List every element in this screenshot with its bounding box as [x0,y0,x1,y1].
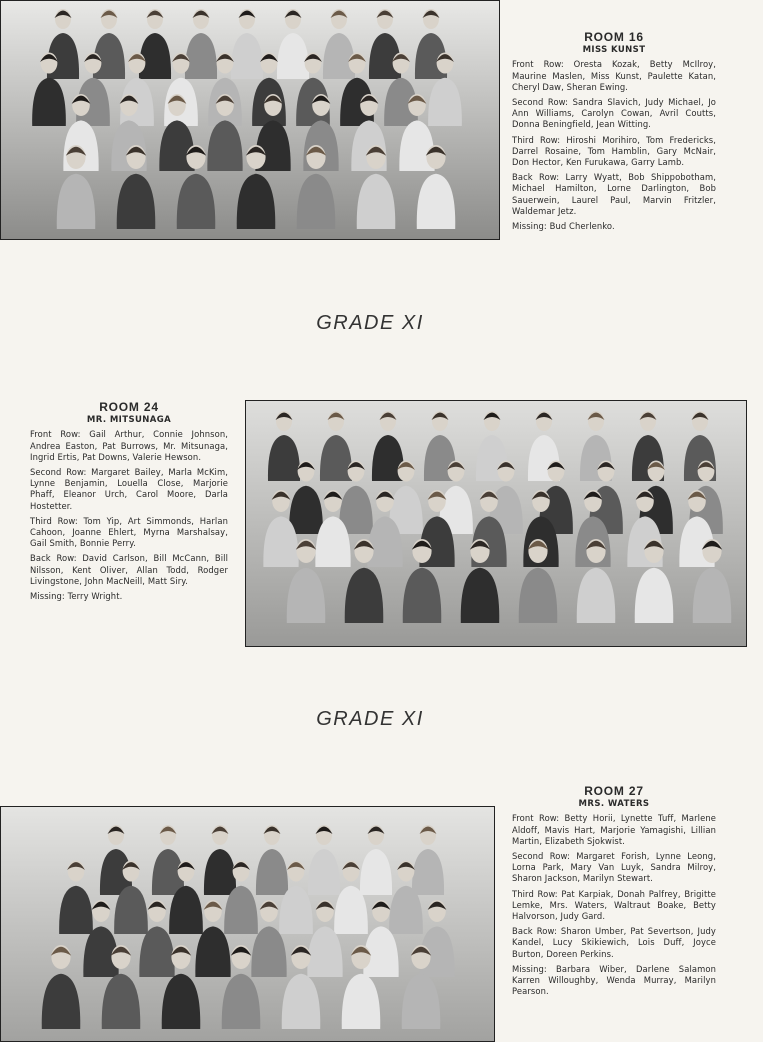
room-27-back-row: Back Row: Sharon Umber, Pat Severtson, Judy Kandel, Lucy Skikiewich, Lois Duff, Joyce Burton, Doreen Perkins. [512,926,716,959]
room-24-third-row: Third Row: Tom Yip, Art Simmonds, Harlan Cahoon, Joanne Ehlert, Myrna Marshalsay, Gail Smith, Bonnie Perry. [30,515,228,549]
room-16-third-row: Third Row: Hiroshi Morihiro, Tom Fredericks, Darrel Rosaine, Tom Hamblin, Gary McNair, Don Hector, Ken Furukawa, Garry Lamb. [512,134,716,168]
room-16-teacher: MISS KUNST [582,45,646,56]
room-24-photo-art [246,401,746,646]
room-27-third-row: Third Row: Pat Karpiak, Donah Palfrey, Brigitte Lemke, Mrs. Waters, Waltraut Boake, Betty Halvorson, Judy Gard. [512,888,716,922]
room-16-back-row: Back Row: Larry Wyatt, Bob Shippobotham, Michael Hamilton, Lorne Darlington, Bob Sauerwein, Laurel Paul, Marvin Fritzler, Waldemar Jetz. [512,172,716,216]
room-27-photo-art [1,807,494,1041]
grade-heading-2: GRADE XI [316,708,424,730]
room-24-missing: Missing: Terry Wright. [30,591,123,602]
room-27-second-row: Second Row: Margaret Forish, Lynne Leong, Lorna Park, Mary Van Luyk, Sandra Milroy, Sharon Jackson, Marilyn Stewart. [512,851,716,884]
room-27-caption [512,786,716,1001]
room-27-missing: Missing: Barbara Wiber, Darlene Salamon Karren Willoughby, Wenda Murray, Marilyn Pearson. [512,963,716,997]
grade-heading-1: GRADE XI [316,312,424,334]
room-24-teacher: MR. MITSUNAGA [86,415,172,426]
room-27-teacher: MRS. WATERS [578,799,650,810]
room-24-front-row: Front Row: Gail Arthur, Connie Johnson, Andrea Easton, Pat Burrows, Mr. Mitsunaga, Ingrid Ertis, Pat Downs, Valerie Hewson. [30,429,228,462]
room-16-class-photo [0,0,500,240]
room-24-back-row: Back Row: David Carlson, Bill McCann, Bill Nilsson, Kent Oliver, Allan Todd, Rodger Livingstone, John MacNeill, Matt Siry. [30,553,228,586]
room-24-title: ROOM 24 [99,400,159,414]
room-27-front-row: Front Row: Betty Horii, Lynette Tuff, Marlene Aldoff, Mavis Hart, Marjorie Yamagishi, Lillian Martin, Elizabeth Sjokwist. [512,813,716,846]
room-24-class-photo [245,400,747,647]
room-24-second-row: Second Row: Margaret Bailey, Marla McKim, Lynne Benjamin, Louella Close, Marjorie Phaff, Eleanor Urch, Carol Moore, Darla Hostetter. [30,467,228,511]
room-16-photo-art [1,1,499,239]
room-27-class-photo [0,806,495,1042]
room-16-second-row: Second Row: Sandra Slavich, Judy Michael, Jo Ann Williams, Carolyn Cowan, Avril Coutts, Donna Beningfield, Jean Witting. [512,97,716,130]
room-27-title: ROOM 27 [584,784,644,798]
room-24-caption [30,402,228,606]
room-16-missing: Missing: Bud Cherlenko. [512,221,615,232]
room-16-front-row: Front Row: Oresta Kozak, Betty McIlroy, Maurine Maslen, Miss Kunst, Paulette Katan, Cheryl Daw, Sheran Ewing. [512,59,716,92]
room-16-title: ROOM 16 [584,30,644,44]
room-16-caption [512,32,716,236]
